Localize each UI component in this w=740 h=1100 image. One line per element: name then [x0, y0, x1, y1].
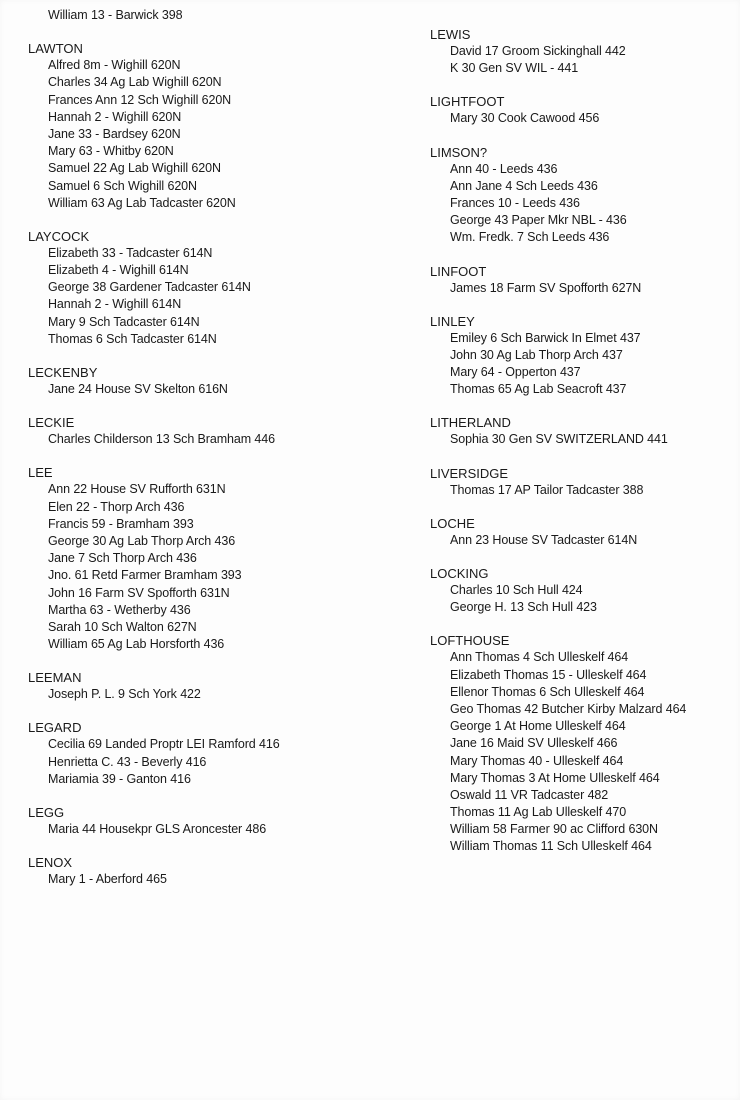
- surname-heading: LINFOOT: [430, 263, 487, 279]
- census-entry: Mary Thomas 3 At Home Ulleskelf 464: [450, 770, 660, 785]
- surname-heading: LEGG: [28, 805, 65, 820]
- surname-heading: LIGHTFOOT: [430, 94, 505, 110]
- surname-heading: LOCKING: [430, 566, 489, 581]
- census-entry: William 65 Ag Lab Horsforth 436: [48, 637, 225, 652]
- surname-group: [28, 464, 398, 653]
- census-entry: Jane 24 House SV Skelton 616N: [48, 382, 228, 396]
- census-entry: Elizabeth 33 - Tadcaster 614N: [48, 245, 213, 260]
- census-entry: Jane 16 Maid SV Ulleskelf 466: [450, 736, 618, 751]
- census-entry: Martha 63 - Wetherby 436: [48, 602, 191, 617]
- census-entry: Charles Childerson 13 Sch Bramham 446: [48, 432, 275, 447]
- surname-heading: LEWIS: [430, 27, 471, 42]
- surname-group: [28, 669, 398, 703]
- surname-group: [28, 7, 398, 24]
- census-entry: Hannah 2 - Wighill 614N: [48, 297, 182, 312]
- census-entry: George H. 13 Sch Hull 423: [450, 600, 597, 615]
- census-entry: Emiley 6 Sch Barwick In Elmet 437: [450, 330, 641, 345]
- census-entry: George 1 At Home Ulleskelf 464: [450, 719, 626, 734]
- surname-group: [430, 515, 738, 549]
- census-entry: Elizabeth Thomas 15 - Ulleskelf 464: [450, 667, 647, 682]
- census-entry: Charles 34 Ag Lab Wighill 620N: [48, 75, 222, 90]
- census-entry: Ellenor Thomas 6 Sch Ulleskelf 464: [450, 684, 645, 699]
- census-entry: Thomas 6 Sch Tadcaster 614N: [48, 331, 217, 346]
- surname-heading: LOCHE: [430, 515, 475, 531]
- census-entry: Elizabeth 4 - Wighill 614N: [48, 263, 189, 278]
- left-column: [28, 7, 398, 904]
- census-entry: Frances Ann 12 Sch Wighill 620N: [48, 92, 232, 107]
- census-entry: William 58 Farmer 90 ac Clifford 630N: [450, 822, 658, 837]
- census-entry: Joseph P. L. 9 Sch York 422: [48, 687, 201, 702]
- census-entry: Ann Thomas 4 Sch Ulleskelf 464: [450, 650, 629, 665]
- surname-heading: LIMSON?: [430, 144, 488, 160]
- census-entry: Mary 1 - Aberford 465: [48, 872, 167, 887]
- census-entry: Thomas 65 Ag Lab Seacroft 437: [450, 382, 627, 397]
- census-entry: Ann 22 House SV Rufforth 631N: [48, 482, 226, 497]
- surname-group: [430, 313, 738, 399]
- census-entry: George 30 Ag Lab Thorp Arch 436: [48, 533, 236, 548]
- surname-heading: LEGARD: [28, 720, 82, 736]
- census-entry: Jane 7 Sch Thorp Arch 436: [48, 551, 197, 566]
- census-entry: K 30 Gen SV WIL - 441: [450, 61, 579, 76]
- surname-group: [28, 40, 398, 212]
- census-entry: Sarah 10 Sch Walton 627N: [48, 619, 197, 634]
- surname-heading: LENOX: [28, 855, 73, 871]
- census-entry: Henrietta C. 43 - Beverly 416: [48, 754, 207, 769]
- surname-group: [28, 804, 398, 838]
- census-entry: Ann Jane 4 Sch Leeds 436: [450, 178, 598, 193]
- census-entry: Francis 59 - Bramham 393: [48, 516, 194, 531]
- surname-heading: LIVERSIDGE: [430, 465, 509, 481]
- census-entry: Mary 9 Sch Tadcaster 614N: [48, 314, 200, 329]
- census-entry: Mary Thomas 40 - Ulleskelf 464: [450, 753, 624, 768]
- surname-heading: LAWTON: [28, 41, 83, 57]
- census-entry: Ann 40 - Leeds 436: [450, 161, 558, 176]
- surname-group: [28, 414, 398, 448]
- surname-heading: LEE: [28, 465, 53, 481]
- surname-group: [430, 144, 738, 247]
- census-entry: Thomas 17 AP Tailor Tadcaster 388: [450, 482, 644, 497]
- census-entry: William Thomas 11 Sch Ulleskelf 464: [450, 839, 652, 854]
- census-entry: Cecilia 69 Landed Proptr LEI Ramford 416: [48, 737, 280, 752]
- census-entry: Mary 30 Cook Cawood 456: [450, 111, 600, 126]
- surname-heading: LECKIE: [28, 415, 75, 431]
- census-entry: Jane 33 - Bardsey 620N: [48, 126, 181, 141]
- surname-heading: LEEMAN: [28, 670, 82, 686]
- census-entry: Mary 64 - Opperton 437: [450, 365, 581, 380]
- census-entry: John 16 Farm SV Spofforth 631N: [48, 585, 230, 600]
- census-entry: Alfred 8m - Wighill 620N: [48, 58, 181, 73]
- surname-group: [28, 364, 398, 398]
- census-entry: James 18 Farm SV Spofforth 627N: [450, 280, 642, 295]
- census-entry: Wm. Fredk. 7 Sch Leeds 436: [450, 230, 610, 245]
- census-entry: Thomas 11 Ag Lab Ulleskelf 470: [450, 805, 627, 820]
- surname-group: [430, 414, 738, 448]
- census-entry: Jno. 61 Retd Farmer Bramham 393: [48, 568, 242, 583]
- census-entry: Geo Thomas 42 Butcher Kirby Malzard 464: [450, 701, 687, 716]
- surname-heading: LAYCOCK: [28, 228, 90, 244]
- surname-group: [430, 26, 738, 77]
- surname-heading: LECKENBY: [28, 365, 98, 380]
- surname-group: [28, 228, 398, 348]
- census-entry: David 17 Groom Sickinghall 442: [450, 44, 626, 58]
- census-entry: John 30 Ag Lab Thorp Arch 437: [450, 347, 623, 362]
- census-entry: Elen 22 - Thorp Arch 436: [48, 499, 185, 514]
- surname-group: [430, 263, 738, 297]
- census-entry: Mariamia 39 - Ganton 416: [48, 771, 191, 786]
- census-entry: Hannah 2 - Wighill 620N: [48, 109, 182, 124]
- surname-group: [430, 93, 738, 127]
- census-entry: George 43 Paper Mkr NBL - 436: [450, 213, 627, 228]
- census-entry: Ann 23 House SV Tadcaster 614N: [450, 532, 638, 547]
- census-entry: William 13 - Barwick 398: [48, 8, 183, 22]
- census-entry: Samuel 22 Ag Lab Wighill 620N: [48, 161, 221, 176]
- surname-heading: LOFTHOUSE: [430, 633, 510, 649]
- census-entry: Charles 10 Sch Hull 424: [450, 583, 583, 597]
- census-entry: Samuel 6 Sch Wighill 620N: [48, 178, 197, 193]
- surname-heading: LITHERLAND: [430, 415, 511, 431]
- surname-group: [430, 565, 738, 616]
- census-entry: Sophia 30 Gen SV SWITZERLAND 441: [450, 432, 668, 447]
- census-entry: Oswald 11 VR Tadcaster 482: [450, 787, 609, 802]
- surname-group: [28, 719, 398, 788]
- census-entry: Maria 44 Housekpr GLS Aroncester 486: [48, 822, 267, 836]
- census-entry: George 38 Gardener Tadcaster 614N: [48, 280, 251, 295]
- surname-group: [430, 632, 738, 855]
- surname-heading: LINLEY: [430, 313, 475, 329]
- surname-group: [430, 465, 738, 499]
- census-entry: Mary 63 - Whitby 620N: [48, 144, 174, 159]
- census-entry: Frances 10 - Leeds 436: [450, 195, 580, 210]
- right-column: [430, 26, 738, 872]
- census-entry: William 63 Ag Lab Tadcaster 620N: [48, 195, 236, 210]
- surname-group: [28, 854, 398, 888]
